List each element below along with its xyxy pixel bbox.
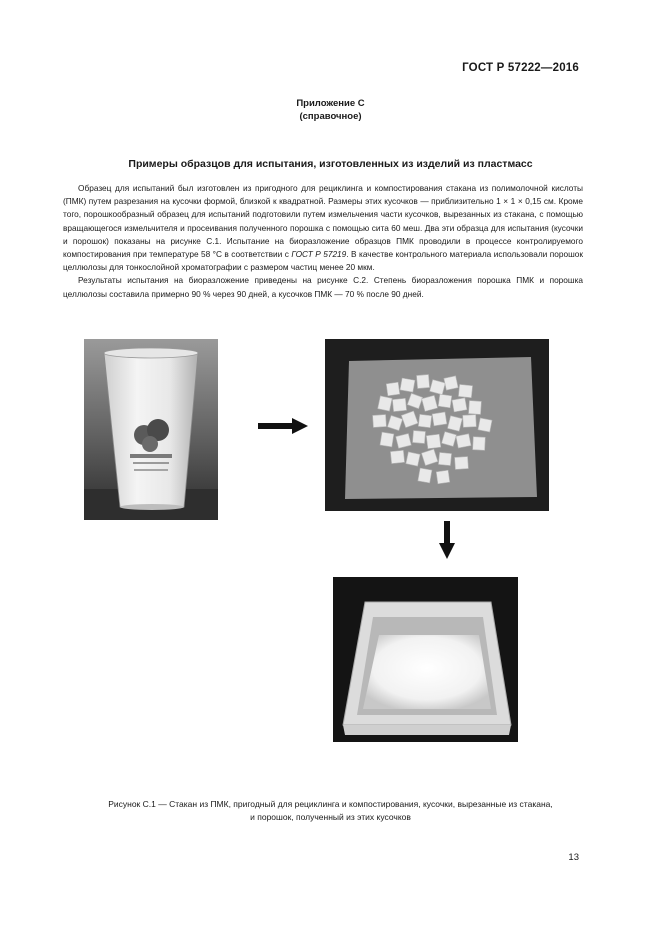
figure-caption <box>40 798 621 824</box>
figure-caption-line-1: Рисунок С.1 — Стакан из ПМК, пригодный для рециклинга и компостирования, кусочки, вырезанные из стакана, <box>108 799 553 809</box>
paragraph-1 <box>63 182 583 274</box>
paragraph-2: Результаты испытания на биоразложение приведены на рисунке С.2. Степень биоразложения порошка ПМК и порошка целлюлозы составила примерно 90 % через 90 дней, а кусочков ПМК — 70 % после 90 дней. <box>63 275 583 299</box>
section-heading: Примеры образцов для испытания, изготовленных из изделий из пластмасс <box>128 158 533 170</box>
body-text <box>63 182 583 301</box>
appendix-subtitle: (справочное) <box>299 111 362 122</box>
paragraph-1-part-b: . В качестве контрольного материала использовали порошок целлюлозы для тонкослойной хроматографии с размером частиц менее 20 мкм. <box>63 249 583 273</box>
standard-reference-link: ГОСТ Р 57219 <box>291 249 347 260</box>
cup-photo <box>84 339 218 520</box>
arrow-right-icon <box>258 418 308 439</box>
page-number: 13 <box>568 852 579 863</box>
paragraph-1-part-a: Образец для испытаний был изготовлен из пригодного для рециклинга и компостирования стакана из полимолочной кислоты (ПМК) путем разрезания на кусочки формой, близкой к квадратной. Размеры этих кусочков — приблизительно 1 × 1 × 0,15 см. Кроме того, порошкообразный образец для испытаний подготовили путем измельчения части кусочков, вырезанных из стакана, с помощью вращающегося измельчителя и просеивания полученного порошка с помощью сита 60 меш. Два эти образца для испытания (кусочки и порошок) показаны на рисунке С.1. Испытание на биоразложение образцов ПМК проводили в процессе контролируемого компостирования при температуре 58 °С в соответствии с <box>63 183 583 260</box>
powder-photo <box>333 577 518 742</box>
appendix-header <box>0 97 661 123</box>
pieces-photo <box>325 339 549 511</box>
arrow-down-icon <box>439 521 455 564</box>
appendix-title: Приложение С <box>296 98 365 109</box>
figure-caption-line-2: и порошок, полученный из этих кусочков <box>250 812 411 822</box>
standard-code: ГОСТ Р 57222—2016 <box>462 62 579 74</box>
